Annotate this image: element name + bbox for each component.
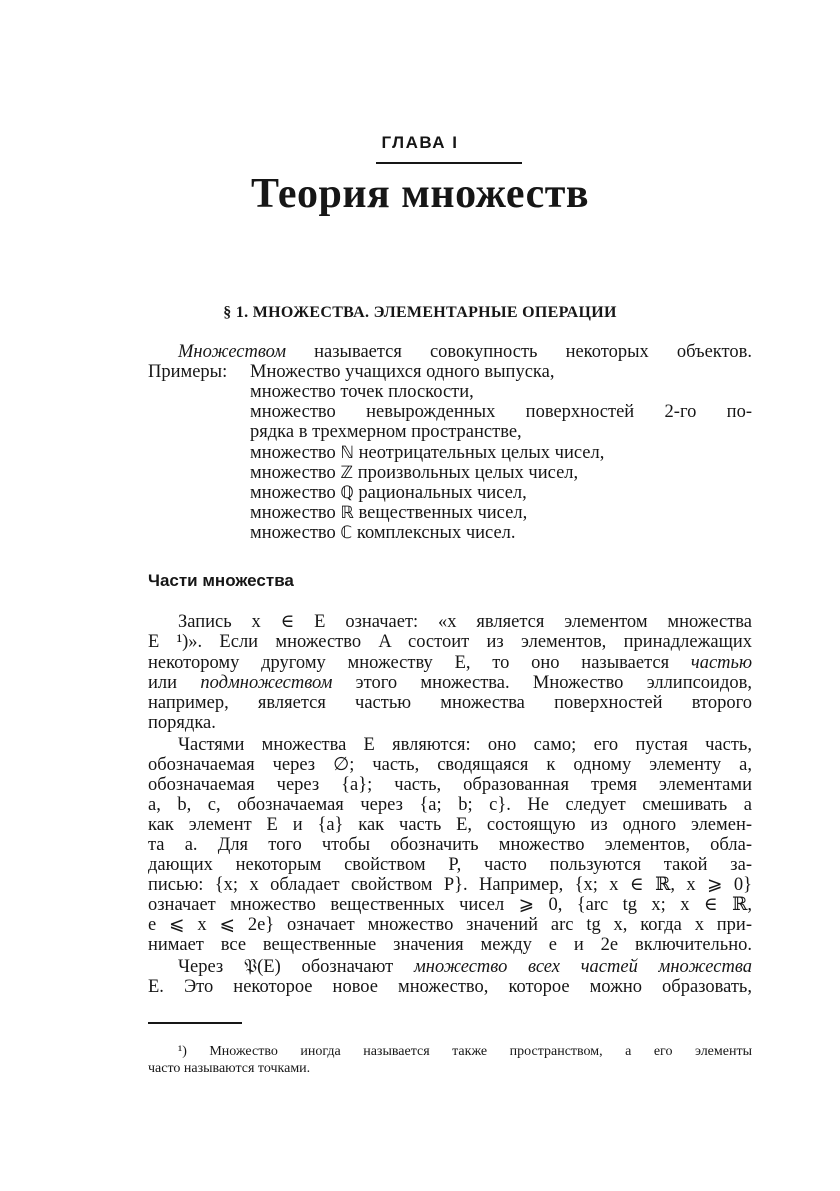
definition-line [178,342,752,362]
chapter-label: ГЛАВА I [381,133,459,152]
text-run: Через 𝔓(E) обозначают [178,957,414,977]
paragraph-line: a, b, c, обозначаемая через {a; b; c}. Не следует смешивать a [148,795,752,815]
example-suffix: произвольных целых чисел, [353,463,579,483]
example-line: множество точек плоскости, [250,382,474,402]
example-line [250,523,516,543]
paragraph-line: E ¹)». Если множество A состоит из элементов, принадлежащих [148,632,752,652]
paragraph-line: обозначаемая через {a}; часть, образованная тремя элементами [148,775,752,795]
paragraph-line: та a. Для того чтобы обозначить множество элементов, обла- [148,835,752,855]
paragraph-line: e ⩽ x ⩽ 2e} означает множество значений arc tg x, когда x при- [148,915,752,935]
definition-rest: называется совокупность некоторых объектов. [286,342,752,362]
example-suffix: рациональных чисел, [353,483,527,503]
definition-term: Множеством [178,342,287,362]
example-prefix: множество [250,523,341,543]
paragraph-line: обозначаемая через ∅; часть, сводящаяся к одному элементу a, [148,755,752,775]
paragraph-line [148,653,752,673]
paragraph-line: писью: {x; x обладает свойством P}. Например, {x; x ∈ ℝ, x ⩾ 0} [148,875,752,895]
example-line [250,503,527,523]
paragraph-line: Частями множества E являются: оно само; его пустая часть, [178,735,752,755]
example-suffix: неотрицательных целых чисел, [354,443,605,463]
example-prefix: множество [250,443,341,463]
text-run: или [148,673,201,693]
text-run: некоторому другому множеству E, то оно называется [148,653,691,673]
term-part: частью [690,653,752,673]
set-symbol: ℚ [340,483,354,503]
chapter-title: Теория множеств [250,171,590,217]
example-line: Множество учащихся одного выпуска, [250,362,555,382]
paragraph-line: нимает все вещественные значения между e и 2e включительно. [148,935,752,955]
set-symbol: ℝ [340,503,354,523]
example-line [250,463,578,483]
paragraph-line: E. Это некоторое новое множество, которое можно образовать, [148,977,752,997]
example-prefix: множество [250,463,341,483]
paragraph-line: Запись x ∈ E означает: «x является элементом множества [178,612,752,632]
paragraph-line: например, является частью множества поверхностей второго [148,693,752,713]
footnote-line: часто называются точками. [148,1061,311,1076]
example-line [250,443,604,463]
example-line: рядка в трехмерном пространстве, [250,422,522,442]
paragraph-line [178,957,752,977]
example-line: множество невырожденных поверхностей 2-го по- [250,402,752,422]
text-run: этого множества. Множество эллипсоидов, [332,673,752,693]
set-symbol: ℂ [340,523,353,543]
set-symbol: ℕ [340,443,355,463]
term-power-set: множество всех частей множества [414,957,752,977]
footnote-divider [148,1022,242,1024]
chapter-divider [376,162,522,164]
section-heading: § 1. МНОЖЕСТВА. ЭЛЕМЕНТАРНЫЕ ОПЕРАЦИИ [223,304,617,321]
paragraph-line: как элемент E и {a} как часть E, состоящую из одного элемен- [148,815,752,835]
example-suffix: комплексных чисел. [352,523,516,543]
paragraph-line: порядка. [148,713,216,733]
example-prefix: множество [250,483,341,503]
term-subset: подмножеством [200,673,333,693]
paragraph-line: дающих некоторым свойством P, часто пользуются такой за- [148,855,752,875]
examples-label: Примеры: [148,362,228,382]
example-line [250,483,527,503]
paragraph-line: означает множество вещественных чисел ⩾ 0, {arc tg x; x ∈ ℝ, [148,895,752,915]
footnote-line: ¹) Множество иногда называется также пространством, а его элементы [178,1044,752,1059]
subsection-heading: Части множества [148,571,294,590]
set-symbol: ℤ [340,463,354,483]
example-suffix: вещественных чисел, [353,503,528,523]
paragraph-line [148,673,752,693]
example-prefix: множество [250,503,341,523]
